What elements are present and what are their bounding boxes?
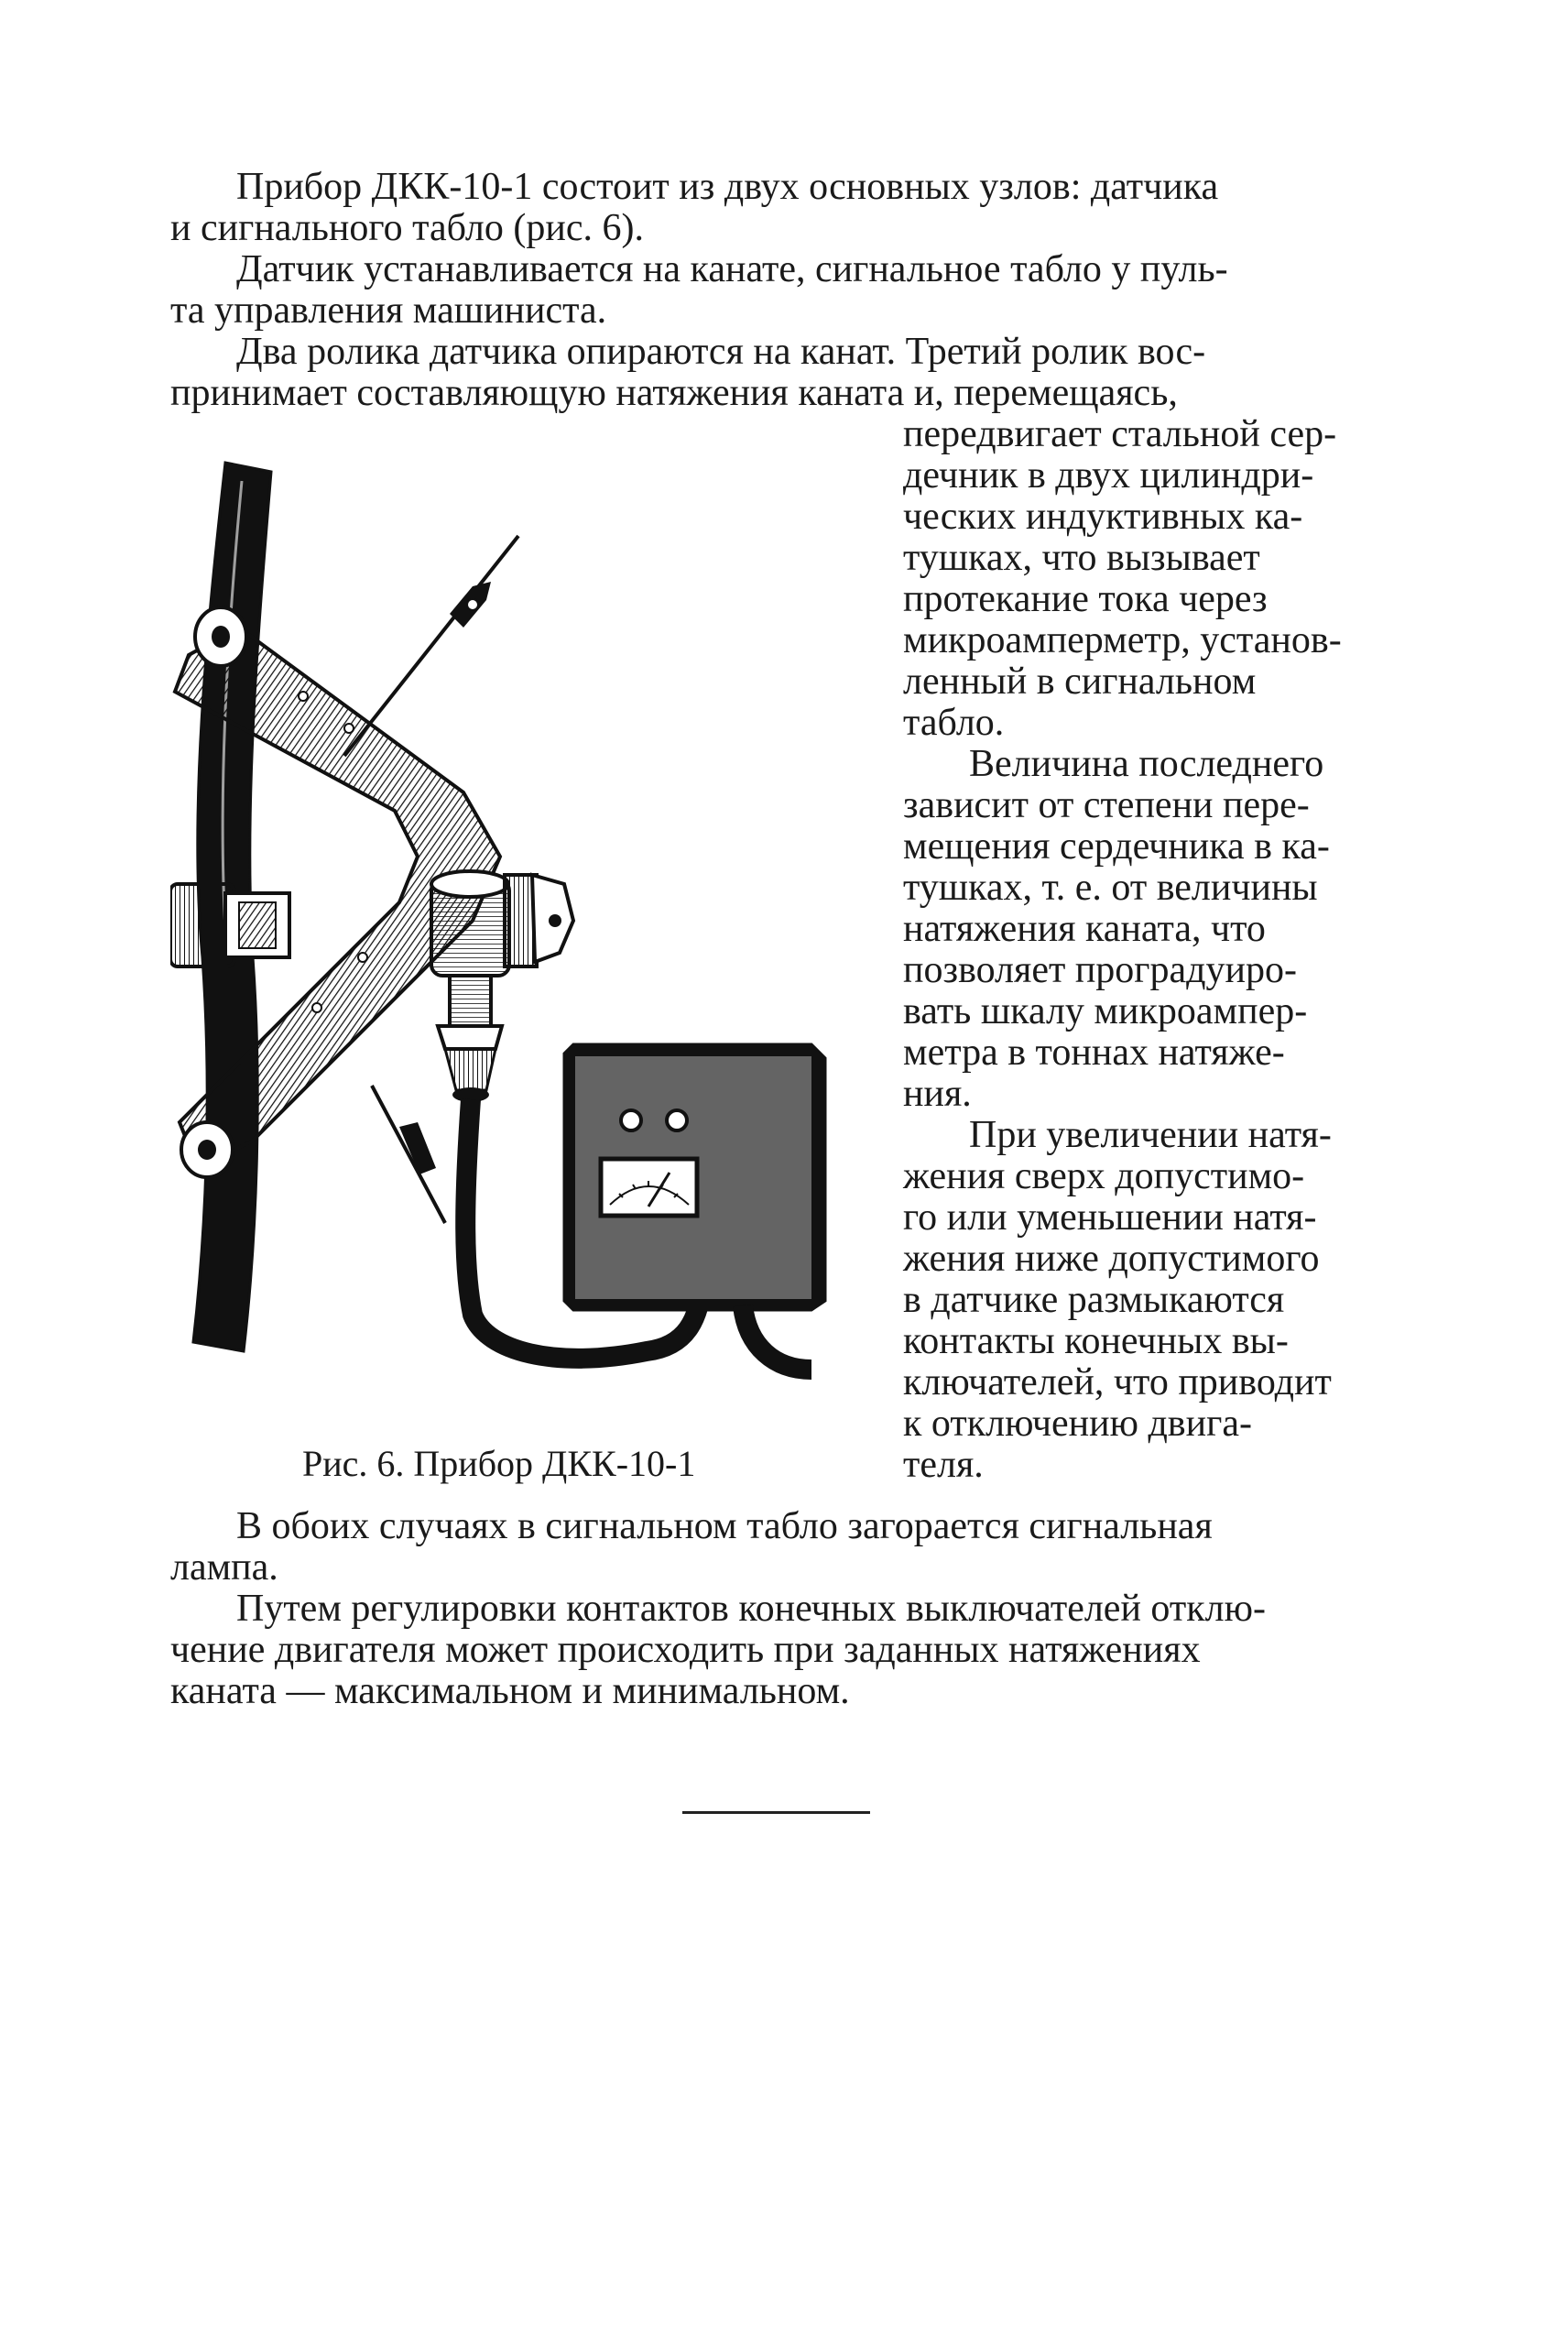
- figure-caption: Рис. 6. Прибор ДКК-10-1: [302, 1443, 696, 1484]
- signal-board: [564, 1044, 825, 1310]
- paragraph-6: В обоих случаях в сигнальном табло загорается сигнальная лампа.: [170, 1505, 1213, 1589]
- paragraph-2: Датчик устанавливается на канате, сигнальное табло у пуль- та управления машиниста.: [170, 248, 1228, 332]
- paragraph-5: При увеличении натя- жения сверх допустимо- го или уменьшении натя- жения ниже допустимого в датчике размыкаются контакты конечных вы- ключателей, что приводит к отключению двига- теля.: [903, 1114, 1332, 1486]
- lower-roller: [181, 1122, 233, 1177]
- paragraph-1: Прибор ДКК-10-1 состоит из двух основных узлов: датчика и сигнального табло (рис. 6).: [170, 166, 1219, 249]
- paragraph-4: Величина последнего зависит от степени пере- мещения сердечника в ка- тушках, т. е. от величины натяжения каната, что позволяет проградуиро- вать шкалу микроампер- метра в тоннах натяже- ния.: [903, 743, 1330, 1115]
- device-illustration: [170, 444, 876, 1452]
- lower-wire: [372, 1086, 445, 1223]
- upper-wire: [344, 536, 518, 756]
- paragraph-3-side: передвигает стальной сер- дечник в двух цилиндри- ческих индуктивных ка- тушках, что вызывает протекание тока через микроамперметр, установ- ленный в сигнальном табло.: [903, 413, 1342, 744]
- upper-roller: [195, 607, 246, 666]
- section-rule: [682, 1811, 870, 1814]
- paragraph-7: Путем регулировки контактов конечных выключателей отклю- чение двигателя может происходить при заданных натяжениях каната — максимальном и минимальном.: [170, 1588, 1266, 1712]
- paragraph-3-top: Два ролика датчика опираются на канат. Третий ролик вос- принимает составляющую натяжения каната и, перемещаясь,: [170, 331, 1206, 414]
- coil-cylinder: [431, 871, 573, 1102]
- middle-roller-housing: [170, 884, 289, 966]
